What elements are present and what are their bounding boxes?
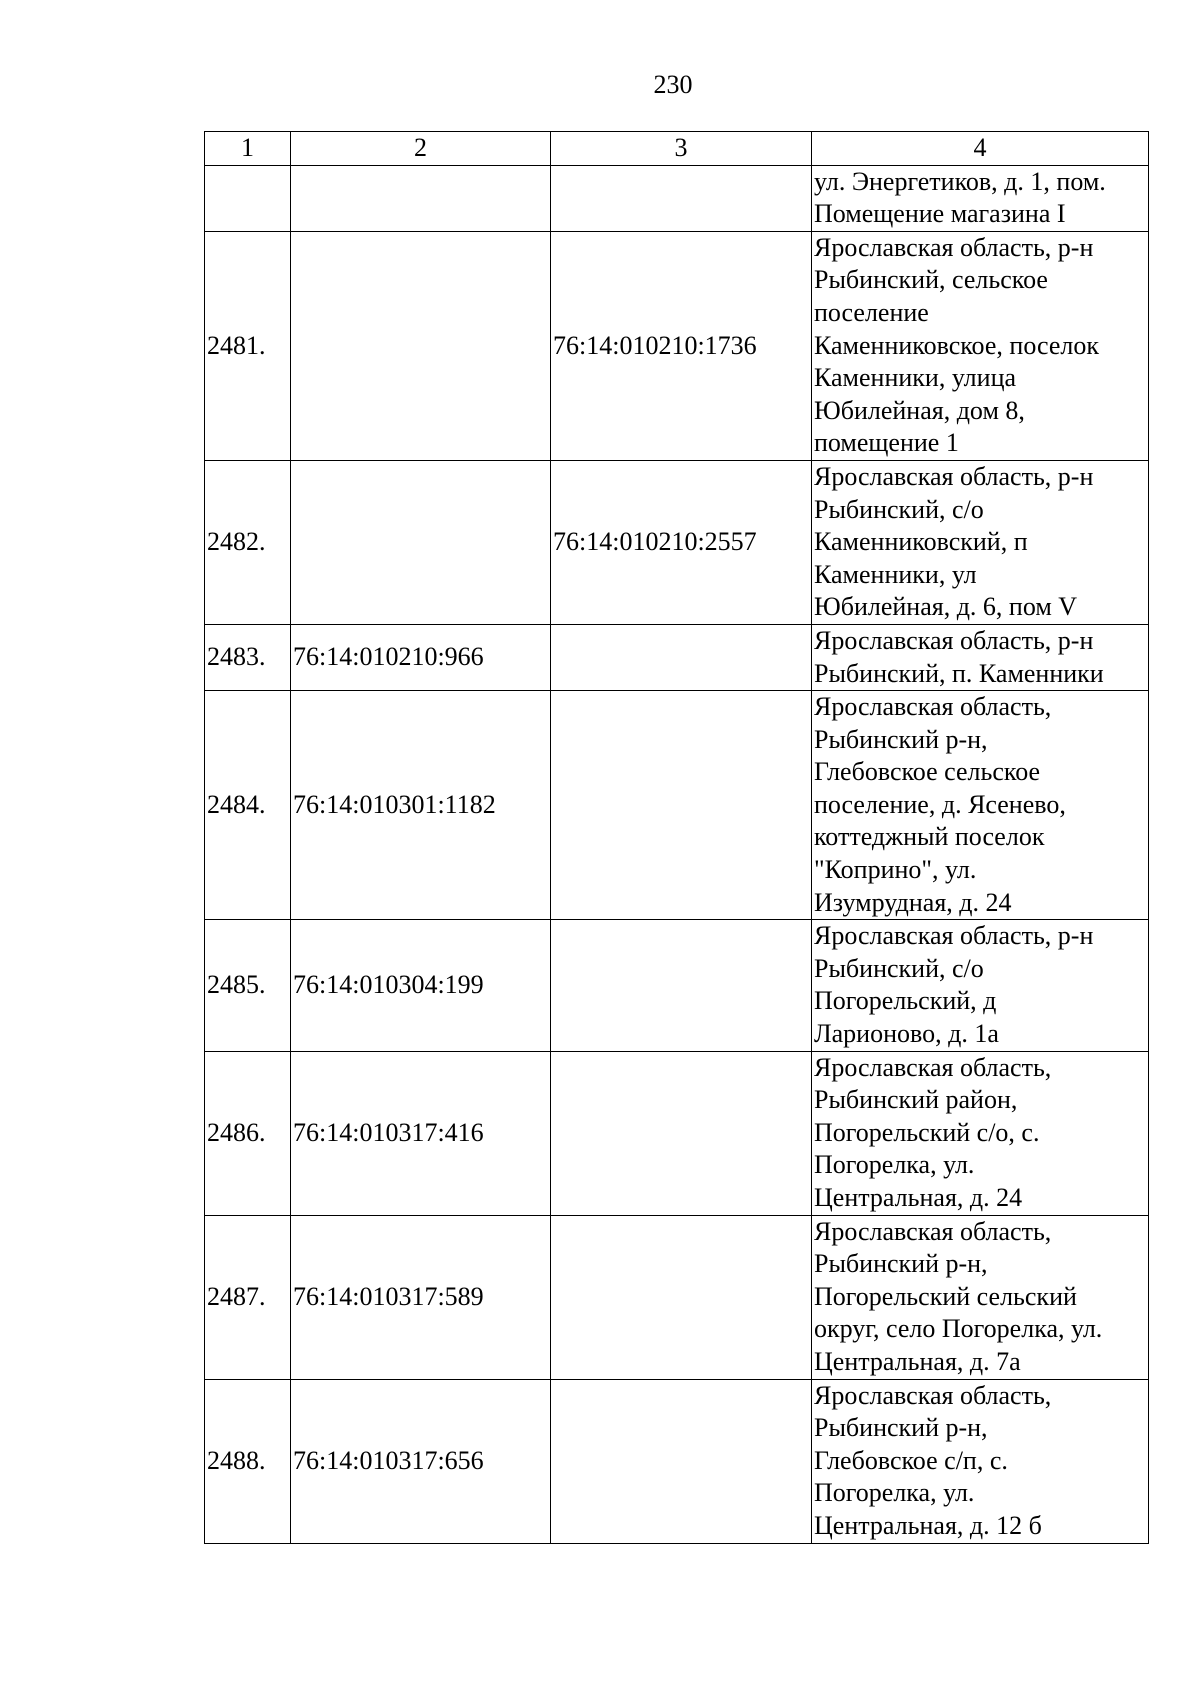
- row-number-cell: 2486.: [205, 1051, 291, 1215]
- row-number-cell: 2487.: [205, 1215, 291, 1379]
- address-cell: Ярославская область, Рыбинский район, Погорельский с/о, с. Погорелка, ул. Центральная, д. 24: [812, 1051, 1149, 1215]
- table-body: [205, 165, 1149, 1543]
- cadastral-number-cell: 76:14:010317:656: [291, 1379, 551, 1543]
- premises-cadastral-number-cell: [551, 920, 812, 1051]
- row-number-cell: 2481.: [205, 231, 291, 460]
- registry-table: [204, 131, 1149, 1544]
- header-cell-1: 1: [205, 132, 291, 166]
- header-cell-4: 4: [812, 132, 1149, 166]
- address-cell: Ярославская область, р-н Рыбинский, с/о Каменниковский, п Каменники, ул Юбилейная, д. 6, пом V: [812, 460, 1149, 624]
- table-row: [205, 920, 1149, 1051]
- row-number-cell: 2482.: [205, 460, 291, 624]
- address-cell: Ярославская область, Рыбинский р-н, Погорельский сельский округ, село Погорелка, ул. Центральная, д. 7а: [812, 1215, 1149, 1379]
- row-number-cell: 2485.: [205, 920, 291, 1051]
- cadastral-number-cell: 76:14:010317:416: [291, 1051, 551, 1215]
- address-cell: Ярославская область, р-н Рыбинский, п. Каменники: [812, 624, 1149, 690]
- row-number-cell: 2484.: [205, 691, 291, 920]
- address-cell: Ярославская область, р-н Рыбинский, сельское поселение Каменниковское, поселок Каменники, улица Юбилейная, дом 8, помещение 1: [812, 231, 1149, 460]
- table-row: [205, 1215, 1149, 1379]
- cadastral-number-cell: 76:14:010317:589: [291, 1215, 551, 1379]
- table-header: [205, 132, 1149, 166]
- header-cell-3: 3: [551, 132, 812, 166]
- premises-cadastral-number-cell: 76:14:010210:1736: [551, 231, 812, 460]
- address-cell: Ярославская область, р-н Рыбинский, с/о Погорельский, д Ларионово, д. 1а: [812, 920, 1149, 1051]
- address-cell: Ярославская область, Рыбинский р-н, Глебовское сельское поселение, д. Ясенево, коттеджный поселок "Коприно", ул. Изумрудная, д. 24: [812, 691, 1149, 920]
- premises-cadastral-number-cell: [551, 1379, 812, 1543]
- address-cell: ул. Энергетиков, д. 1, пом. Помещение магазина I: [812, 165, 1149, 231]
- cadastral-number-cell: [291, 165, 551, 231]
- cadastral-number-cell: 76:14:010210:966: [291, 624, 551, 690]
- premises-cadastral-number-cell: [551, 1215, 812, 1379]
- cadastral-number-cell: 76:14:010304:199: [291, 920, 551, 1051]
- table-row: [205, 624, 1149, 690]
- cadastral-number-cell: [291, 231, 551, 460]
- row-number-cell: 2488.: [205, 1379, 291, 1543]
- table-row: [205, 1051, 1149, 1215]
- premises-cadastral-number-cell: [551, 691, 812, 920]
- row-number-cell: [205, 165, 291, 231]
- table-row: [205, 231, 1149, 460]
- premises-cadastral-number-cell: [551, 1051, 812, 1215]
- premises-cadastral-number-cell: [551, 624, 812, 690]
- header-cell-2: 2: [291, 132, 551, 166]
- cadastral-number-cell: [291, 460, 551, 624]
- table-row: [205, 460, 1149, 624]
- row-number-cell: 2483.: [205, 624, 291, 690]
- premises-cadastral-number-cell: [551, 165, 812, 231]
- page-number: 230: [653, 70, 693, 99]
- table-row: [205, 691, 1149, 920]
- premises-cadastral-number-cell: 76:14:010210:2557: [551, 460, 812, 624]
- cadastral-number-cell: 76:14:010301:1182: [291, 691, 551, 920]
- address-cell: Ярославская область, Рыбинский р-н, Глебовское с/п, с. Погорелка, ул. Центральная, д. 12 б: [812, 1379, 1149, 1543]
- header-row: [205, 132, 1149, 166]
- table-row: [205, 165, 1149, 231]
- table-row: [205, 1379, 1149, 1543]
